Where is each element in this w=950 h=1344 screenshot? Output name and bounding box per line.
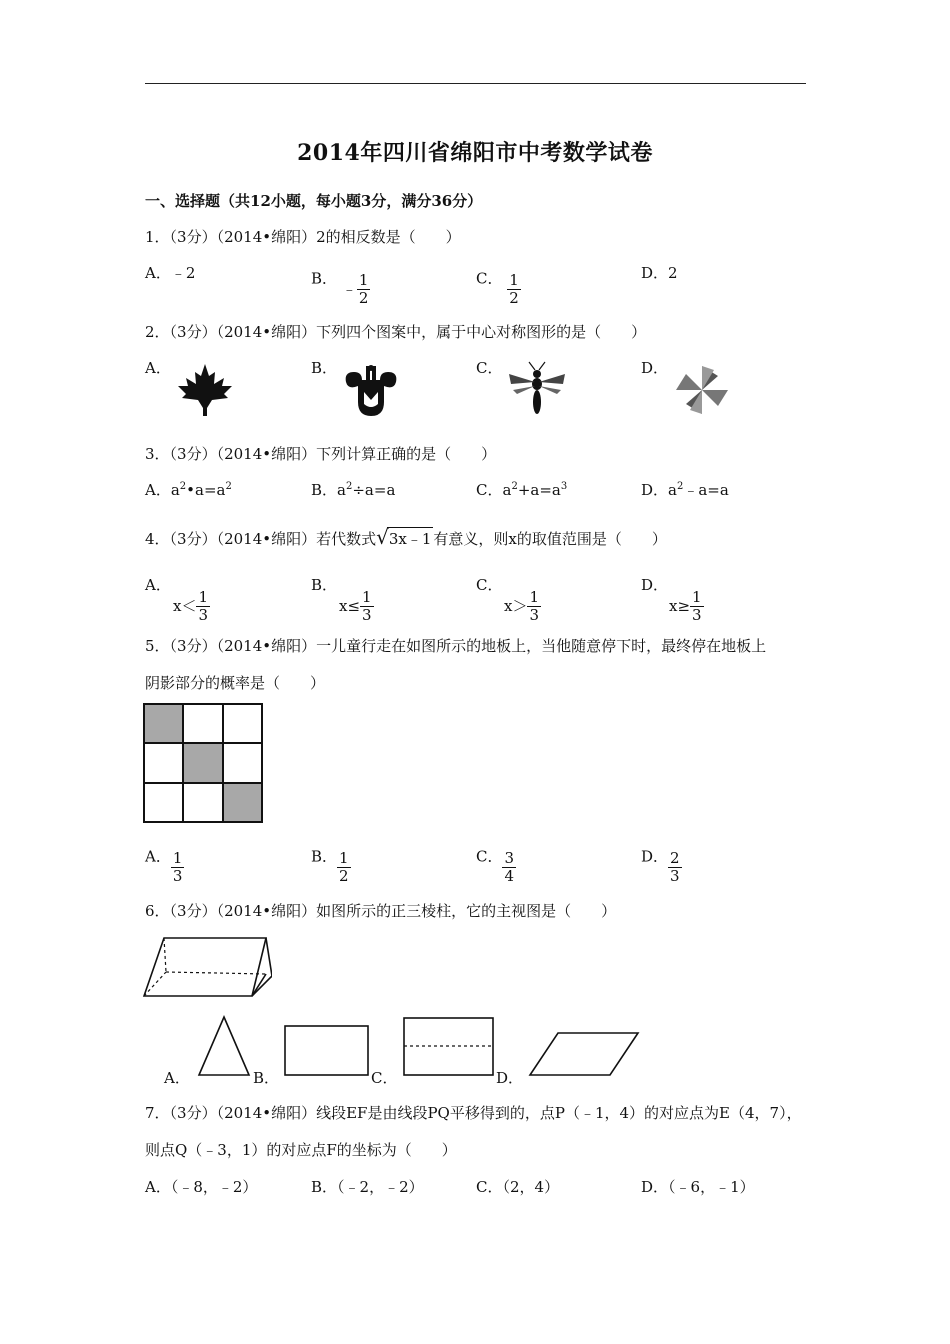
q5-option-b bbox=[311, 840, 351, 885]
pinwheel-icon bbox=[668, 362, 736, 418]
top-rule bbox=[145, 83, 806, 84]
expr-part: +a=a bbox=[517, 481, 561, 499]
expr-part: a bbox=[170, 481, 180, 499]
fraction bbox=[196, 589, 210, 624]
floor-tile-shaded bbox=[183, 743, 222, 782]
denominator: 3 bbox=[172, 867, 183, 885]
q1-option-b bbox=[311, 262, 370, 307]
q4-option-c bbox=[476, 574, 541, 630]
inequality: x＜ bbox=[173, 596, 197, 615]
q5-option-c bbox=[476, 840, 516, 885]
q6-option-b: B． bbox=[253, 1069, 280, 1087]
floor-tile bbox=[183, 783, 222, 822]
expr-part: a bbox=[668, 481, 677, 499]
q4-option-b bbox=[311, 574, 374, 630]
expr-part: a bbox=[502, 481, 512, 499]
q2-option-a: A． bbox=[145, 359, 171, 377]
triangle-view-figure bbox=[196, 1014, 252, 1078]
question-7-stem-line2: 则点Q（﹣3，1）的对应点F的坐标为（ ） bbox=[145, 1141, 457, 1159]
question-7-stem-line1: 7．（3分）（2014•绵阳）线段EF是由线段PQ平移得到的，点P（﹣1，4）的对应点为E（4，7）， bbox=[145, 1104, 802, 1122]
q3-option-d bbox=[641, 479, 729, 500]
q7-option-c: C．（2，4） bbox=[476, 1178, 560, 1196]
fraction bbox=[502, 850, 516, 885]
floor-tile-shaded bbox=[223, 783, 262, 822]
floor-tile bbox=[144, 783, 183, 822]
expr-part: ﹣a=a bbox=[683, 481, 729, 499]
rectangle-view-figure bbox=[284, 1025, 370, 1077]
numerator: 1 bbox=[172, 849, 183, 867]
q2-option-d: D． bbox=[641, 359, 669, 377]
minus-sign: ﹣ bbox=[341, 279, 357, 298]
fraction bbox=[171, 850, 185, 885]
question-6-stem: 6．（3分）（2014•绵阳）如图所示的正三棱柱，它的主视图是（ ） bbox=[145, 902, 617, 920]
stem-text: 有意义，则x的取值范围是（ ） bbox=[433, 530, 667, 548]
fraction bbox=[507, 272, 521, 307]
exponent: 2 bbox=[179, 481, 187, 492]
option-label: B． bbox=[311, 269, 338, 288]
section-heading: 一、选择题（共12小题，每小题3分，满分36分） bbox=[145, 192, 483, 210]
option-label: D． bbox=[641, 847, 669, 866]
numerator: 1 bbox=[509, 271, 519, 289]
question-3-stem: 3．（3分）（2014•绵阳）下列计算正确的是（ ） bbox=[145, 445, 497, 463]
denominator: 3 bbox=[362, 606, 372, 624]
q5-option-a bbox=[145, 840, 184, 885]
maple-leaf-icon bbox=[174, 362, 236, 418]
exponent: 2 bbox=[225, 481, 232, 492]
question-5-stem-line1: 5．（3分）（2014•绵阳）一儿童行走在如图所示的地板上，当他随意停下时，最终停在地板上 bbox=[145, 637, 767, 655]
numerator: 2 bbox=[670, 849, 680, 867]
lily-emblem-icon bbox=[340, 362, 402, 420]
fraction bbox=[360, 589, 374, 624]
denominator: 2 bbox=[509, 289, 519, 307]
q5-option-d bbox=[641, 840, 682, 885]
parallelogram-view-figure bbox=[528, 1030, 640, 1078]
option-label: B． bbox=[311, 481, 338, 499]
question-5-stem-line2: 阴影部分的概率是（ ） bbox=[145, 674, 326, 692]
fraction bbox=[357, 272, 371, 307]
option-label: A． bbox=[145, 847, 171, 866]
stem-text: 4．（3分）（2014•绵阳）若代数式 bbox=[145, 530, 377, 548]
page-title: 2014年四川省绵阳市中考数学试卷 bbox=[297, 140, 653, 166]
floor-tile bbox=[183, 704, 222, 743]
option-label: A． bbox=[145, 481, 171, 499]
expr-part: a bbox=[337, 481, 346, 499]
q4-option-a bbox=[145, 574, 210, 630]
exponent: 2 bbox=[345, 481, 353, 492]
option-label: C． bbox=[476, 481, 503, 499]
denominator: 3 bbox=[198, 606, 209, 624]
numerator: 1 bbox=[362, 588, 372, 606]
floor-tile-grid bbox=[143, 703, 263, 823]
q1-option-d: D．2 bbox=[641, 264, 678, 282]
denominator: 2 bbox=[358, 289, 369, 307]
fraction bbox=[337, 850, 351, 885]
numerator: 1 bbox=[692, 588, 702, 606]
q7-option-d: D．（﹣6，﹣1） bbox=[641, 1178, 755, 1196]
numerator: 1 bbox=[529, 588, 540, 606]
q1-option-a: A．﹣2 bbox=[145, 264, 196, 282]
option-label: C． bbox=[476, 576, 503, 594]
wasp-icon bbox=[505, 360, 569, 420]
denominator: 3 bbox=[670, 867, 680, 885]
numerator: 1 bbox=[358, 271, 369, 289]
q2-option-b: B． bbox=[311, 359, 338, 377]
option-label: A． bbox=[145, 576, 171, 594]
radical-icon: √ bbox=[376, 525, 389, 549]
fraction bbox=[668, 850, 682, 885]
option-label: C． bbox=[476, 847, 503, 866]
exponent: 3 bbox=[560, 481, 568, 492]
floor-tile bbox=[223, 704, 262, 743]
floor-tile-shaded bbox=[144, 704, 183, 743]
numerator: 1 bbox=[198, 588, 209, 606]
exponent: 2 bbox=[676, 481, 684, 492]
option-label: D． bbox=[641, 576, 669, 594]
option-label: B． bbox=[311, 847, 338, 866]
q2-option-c: C． bbox=[476, 359, 503, 377]
radicand: 3x﹣1 bbox=[387, 527, 434, 549]
option-label: D． bbox=[641, 481, 669, 499]
q3-option-c bbox=[476, 479, 567, 500]
denominator: 2 bbox=[339, 867, 349, 885]
expr-part: •a=a bbox=[186, 481, 226, 499]
q4-option-d bbox=[641, 574, 704, 630]
inequality: x≤ bbox=[339, 596, 361, 615]
floor-tile bbox=[144, 743, 183, 782]
q7-option-b: B．（﹣2，﹣2） bbox=[311, 1178, 424, 1196]
floor-tile bbox=[223, 743, 262, 782]
question-1-stem: 1．（3分）（2014•绵阳）2的相反数是（ ） bbox=[145, 228, 461, 246]
denominator: 4 bbox=[504, 867, 515, 885]
option-label: B． bbox=[311, 576, 338, 594]
numerator: 1 bbox=[339, 849, 349, 867]
triangular-prism-figure bbox=[140, 934, 272, 1002]
expr-part: ÷a=a bbox=[352, 481, 396, 499]
rectangle-dashed-view-figure bbox=[403, 1017, 495, 1077]
q3-option-b bbox=[311, 479, 395, 500]
fraction bbox=[690, 589, 704, 624]
fraction bbox=[527, 589, 541, 624]
q3-option-a bbox=[145, 479, 232, 500]
question-2-stem: 2．（3分）（2014•绵阳）下列四个图案中，属于中心对称图形的是（ ） bbox=[145, 323, 647, 341]
q1-option-c bbox=[476, 262, 521, 307]
q6-option-d: D． bbox=[496, 1069, 524, 1087]
q7-option-a: A．（﹣8，﹣2） bbox=[145, 1178, 258, 1196]
q6-option-a: A． bbox=[164, 1069, 190, 1087]
denominator: 3 bbox=[529, 606, 540, 624]
denominator: 3 bbox=[692, 606, 702, 624]
inequality: x≥ bbox=[669, 596, 691, 615]
q6-option-c: C． bbox=[371, 1069, 398, 1087]
option-label: C． bbox=[476, 269, 503, 288]
inequality: x＞ bbox=[504, 596, 528, 615]
numerator: 3 bbox=[504, 849, 515, 867]
exponent: 2 bbox=[511, 481, 518, 492]
question-4-stem bbox=[145, 525, 667, 549]
